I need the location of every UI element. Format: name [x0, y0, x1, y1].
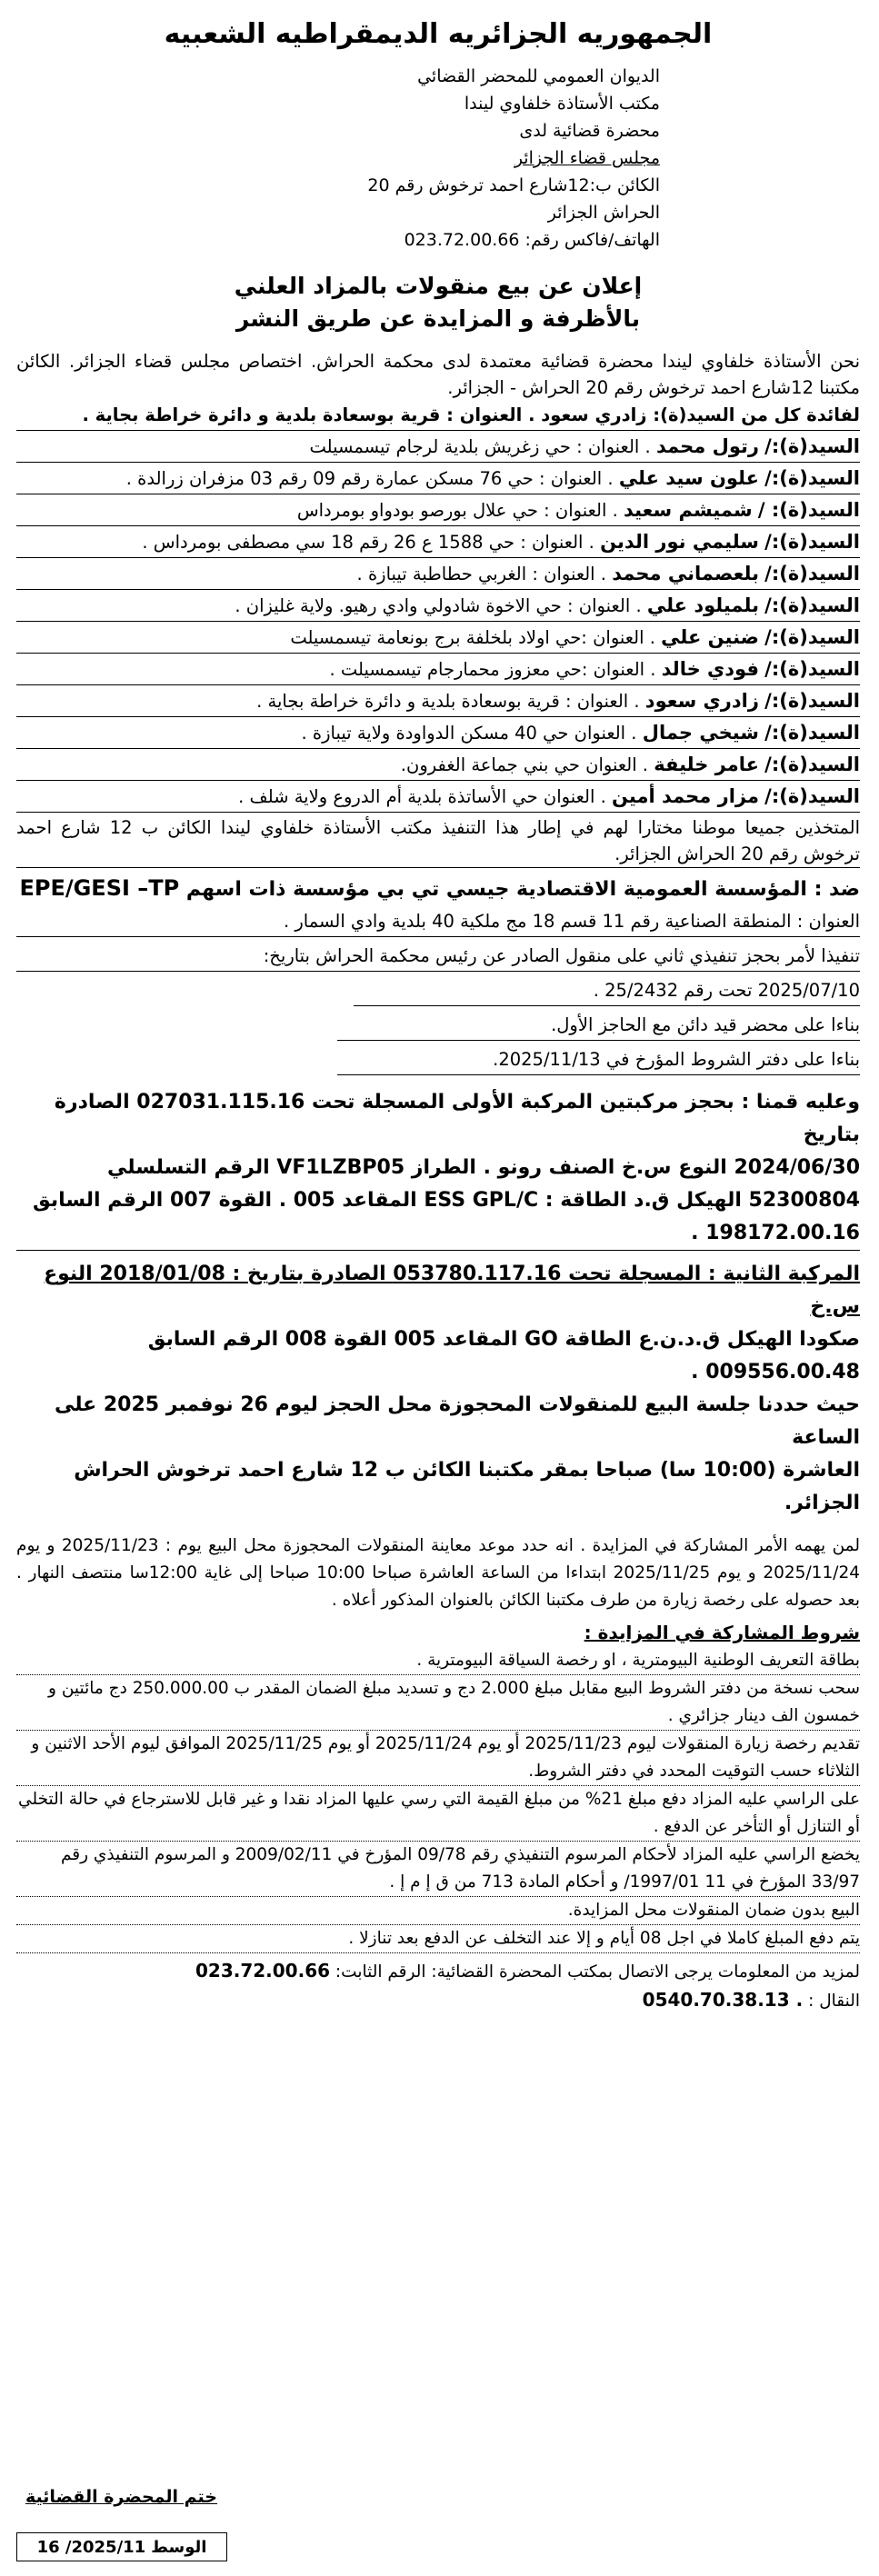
contact-line [16, 1957, 860, 1986]
party-address: . العنوان حي الأساتذة بلدية أم الدروع ولاية شلف . [238, 786, 606, 807]
party-label: السيد(ة): / [757, 499, 860, 521]
party-label: السيد(ة):/ [764, 754, 860, 775]
party-address: . العنوان : قرية بوسعادة بلدية و دائرة خراطة بجاية . [256, 691, 640, 712]
vehicle-1-line: 52300804 الهيكل ق.د الطاقة : ESS GPL/C المقاعد 005 . القوة 007 الرقم السابق [33, 1189, 860, 1212]
office-line: محضرة قضائية لدى [519, 121, 660, 141]
newspaper-footer [16, 2532, 227, 2561]
publication-date: 2025/11/ 16 [36, 2537, 146, 2557]
vehicle-2-line: حيث حددنا جلسة البيع للمنقولات المحجوزة محل الحجز ليوم 26 نوفمبر 2025 على الساعة [54, 1393, 860, 1449]
party-label: السيد(ة):/ [764, 722, 860, 744]
party-address: . العنوان حي 40 مسكن الدواودة ولاية تيبازة . [301, 723, 637, 744]
party-address: . العنوان : الغربي حطاطبة تيبازة . [356, 564, 606, 584]
party-name: مزار محمد أمين [611, 785, 759, 807]
party-label: السيد(ة):/ [764, 690, 860, 712]
party-label: السيد(ة):/ [764, 467, 860, 489]
phone-fixed: 023.72.00.66 [195, 1960, 331, 1982]
party-row [16, 433, 860, 463]
republic-header: الجمهوريه الجزائريه الديمقراطيه الشعبيه [164, 18, 713, 50]
vehicle-2-line: العاشرة (10:00 سا) صباحا بمقر مكتبنا الكائن ب 12 شارع احمد ترخوش الحراش الجزائر. [74, 1459, 860, 1514]
party-address: . العنوان : حي زغريش بلدية لرجام تيسمسيلت [309, 436, 651, 457]
mobile-line [16, 1986, 860, 2015]
party-row [16, 655, 860, 685]
inspection-paragraph: لمن يهمه الأمر المشاركة في المزايدة . انه حدد موعد معاينة المنقولات المحجوزة محل البيع يوم : 2025/11/23 و يوم 2025/11/24 و يوم 2025/11/25 ابتداءا من الساعة العاشرة صباحا 10:00 صباحا إلى غاية 12:00سا منتصف النهار . بعد حصوله على رخصة زيارة من طرف مكتبنا الكائن بالعنوان المذكور أعلاه . [16, 1536, 861, 1610]
order-line-2: 2025/07/10 تحت رقم 25/2432 . [354, 975, 860, 1006]
party-name: بلميلود علي [646, 594, 759, 616]
vehicle-2-block [16, 1258, 860, 1520]
conditions-list [16, 1647, 860, 1953]
address-line: العنوان : المنطقة الصناعية رقم 11 قسم 18 مج ملكية 40 بلدية وادي السمار . [16, 906, 860, 937]
party-row [16, 528, 860, 558]
vehicle-1-line: وعليه قمنا : بحجز مركبتين المركبة الأولى المسجلة تحت 027031.115.16 الصادرة بتاريخ [54, 1091, 860, 1146]
legal-notice-page [16, 9, 860, 2561]
office-line: مجلس قضاء الجزائر [514, 148, 660, 168]
notice-title [16, 270, 860, 335]
party-label: السيد(ة):/ [764, 594, 860, 616]
party-name: شميشم سعيد [623, 499, 753, 521]
condition-item: البيع بدون ضمان المنقولات محل المزايدة. [16, 1897, 860, 1925]
notice-title-line-1: إعلان عن بيع منقولات بالمزاد العلني [234, 273, 643, 299]
condition-item: على الراسي عليه المزاد دفع مبلغ 21% من مبلغ القيمة التي رسي عليها المزاد نقدا و غير قابل للاسترجاع في حالة التخلي أو التنازل أو التأخر عن الدفع . [16, 1786, 860, 1842]
office-block [16, 63, 660, 254]
office-line: الهاتف/فاكس رقم: 023.72.00.66 [404, 230, 660, 250]
party-row [16, 719, 860, 749]
phone-mobile: 0540.70.38.13 . [642, 1989, 804, 2011]
party-address: . العنوان : حي علال بورصو بودواو بومرداس [296, 500, 618, 521]
party-row [16, 687, 860, 717]
party-name: علون سيد علي [618, 467, 759, 489]
vehicle-2-line: صكودا الهيكل ق.د.ن.ع الطاقة GO المقاعد 005 القوة 008 الرقم السابق 009556.00.48 . [147, 1328, 860, 1383]
beneficiary-line: لفائدة كل من السيد(ة): زادري سعود . العنوان : قرية بوسعادة بلدية و دائرة خراطة بجاية . [16, 401, 860, 431]
party-name: زادري سعود [644, 690, 759, 712]
party-label: السيد(ة):/ [764, 531, 860, 553]
office-line: الكائن ب:12شارع احمد ترخوش رقم 20 [367, 175, 660, 195]
intro-paragraph: نحن الأستاذة خلفاوي ليندا محضرة قضائية معتمدة لدى محكمة الحراش. اختصاص مجلس قضاء الجزائر. الكائن مكتبنا 12شارع احمد ترخوش رقم 20 الحراش - الجزائر. [16, 351, 860, 398]
report-line: بناءا على محضر قيد دائن مع الحاجز الأول. [337, 1010, 860, 1041]
party-name: فودي خالد [661, 658, 759, 680]
party-name: سليمي نور الدين [600, 531, 759, 553]
vehicle-1-block [16, 1086, 860, 1251]
conditions-title: شروط المشاركة في المزايدة : [584, 1622, 860, 1643]
party-address: . العنوان :حي معزوز محمارجام تيسمسيلت . [329, 659, 656, 680]
condition-item: يخضع الراسي عليه المزاد لأحكام المرسوم التنفيذي رقم 09/78 المؤرخ في 2009/02/11 و المرسوم التنفيذي رقم 33/97 المؤرخ في 11 1997/01/ و أحكام المادة 713 من ق إ م إ . [16, 1842, 860, 1897]
party-name: شيخي جمال [642, 722, 759, 744]
party-label: السيد(ة):/ [764, 435, 860, 457]
party-label: السيد(ة):/ [764, 563, 860, 584]
party-row [16, 496, 860, 526]
office-line: الديوان العمومي للمحضر القضائي [417, 66, 660, 86]
condition-item: سحب نسخة من دفتر الشروط البيع مقابل مبلغ 2.000 دج و تسديد مبلغ الضمان المقدر ب 250.000.00 دج مائتين و خمسون الف دينار جزائري . [16, 1675, 860, 1731]
conditions-date-line: بناءا على دفتر الشروط المؤرخ في 2025/11/13. [337, 1044, 860, 1075]
vehicle-1-line: 198172.00.16 . [16, 1217, 860, 1251]
party-address: . العنوان : حي 1588 ع 26 رقم 18 سي مصطفى بومرداس . [142, 532, 594, 553]
party-row [16, 783, 860, 813]
condition-item: بطاقة التعريف الوطنية البيومترية ، او رخصة السياقة البيومترية . [16, 1647, 860, 1675]
domicile-paragraph: المتخذين جميعا موطنا مختارا لهم في إطار هذا التنفيذ مكتب الأستاذة خلفاوي ليندا الكائن ب 12 شارع احمد ترخوش رقم 20 الحراش الجزائر. [16, 814, 860, 868]
party-address: . العنوان :حي اولاد بلخلفة برج بونعامة تيسمسيلت [290, 627, 655, 648]
parties-list [16, 433, 860, 813]
party-row [16, 560, 860, 590]
newspaper-name: الوسط [151, 2537, 207, 2557]
office-line: مكتب الأستاذة خلفاوي ليندا [464, 94, 660, 114]
party-row [16, 464, 860, 494]
party-name: ضنين علي [661, 626, 759, 648]
notice-title-line-2: بالأظرفة و المزايدة عن طريق النشر [235, 305, 641, 332]
party-address: . العنوان حي بني جماعة الغفرون. [400, 754, 649, 775]
party-label: السيد(ة):/ [764, 626, 860, 648]
condition-item: يتم دفع المبلغ كاملا في اجل 08 أيام و إلا عند التخلف عن الدفع بعد تنازلا . [16, 1925, 860, 1953]
party-name: عامر خليفة [654, 754, 759, 775]
against-label: ضد : المؤسسة العمومية الاقتصادية جيسي تي بي مؤسسة ذات اسهم [185, 878, 860, 901]
party-label: السيد(ة):/ [764, 658, 860, 680]
party-label: السيد(ة):/ [764, 785, 860, 807]
against-code: EPE/GESI –TP [19, 875, 180, 901]
contact-text: لمزيد من المعلومات يرجى الاتصال بمكتب المحضرة القضائية: الرقم الثابت: [335, 1962, 860, 1982]
party-row [16, 751, 860, 781]
condition-item: تقديم رخصة زيارة المنقولات ليوم 2025/11/23 أو يوم 2025/11/24 أو يوم 2025/11/25 الموافق ليوم الأحد الاثنين و الثلاثاء حسب التوقيت المحدد في دفتر الشروط. [16, 1731, 860, 1786]
vehicle-1-line: 2024/06/30 النوع س.خ الصنف رونو . الطراز VF1LZBP05 الرقم التسلسلي [107, 1156, 860, 1179]
against-line [16, 872, 860, 906]
party-name: بلعصماني محمد [612, 563, 759, 584]
signature-stamp-label: ختم المحضرة القضائية [25, 2487, 218, 2507]
party-name: رتول محمد [655, 435, 759, 457]
mobile-label: النقال : [808, 1992, 860, 2011]
office-line: الحراش الجزائر [547, 203, 660, 223]
party-row [16, 624, 860, 654]
party-address: . العنوان : حي 76 مسكن عمارة رقم 09 رقم 03 مزفران زرالدة . [125, 468, 614, 489]
party-address: . العنوان : حي الاخوة شادولي وادي رهيو. ولاية غليزان . [235, 595, 642, 616]
vehicle-2-line: المركبة الثانية : المسجلة تحت 053780.117.16 الصادرة بتاريخ : 2018/01/08 النوع س.خ [44, 1263, 860, 1318]
party-row [16, 592, 860, 622]
order-line-1: تنفيذا لأمر بحجز تنفيذي ثاني على منقول الصادر عن رئيس محكمة الحراش بتاريخ: [16, 941, 860, 972]
